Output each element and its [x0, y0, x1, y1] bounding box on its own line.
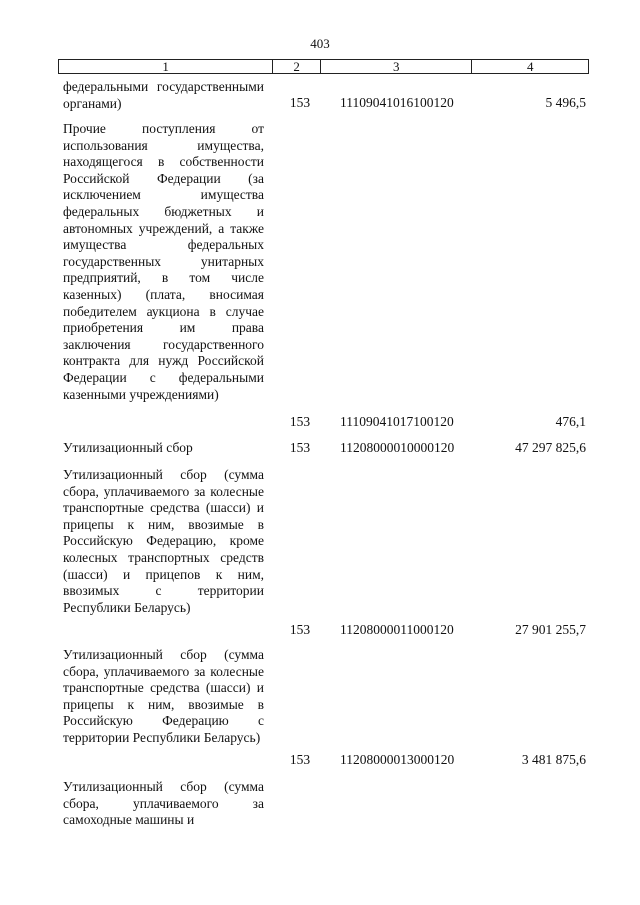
row-amount: 5 496,5	[545, 95, 586, 110]
header-col-4: 4	[526, 59, 534, 74]
row-name: Утилизационный сбор (сумма сбора, уплачиваемого за колесные транспортные средства (шасси) и прицепы к ним, ввозимые в Российскую Федерацию, кроме колесных транспортных средств (шасси) и прицепов к ним, ввозимых с территории Республики Беларусь)	[63, 467, 264, 615]
row-budget-code: 11208000013000120	[340, 752, 455, 767]
row-budget-code: 11208000010000120	[340, 440, 455, 455]
header-col-1: 1	[59, 60, 273, 73]
row-admin-code: 153	[289, 95, 311, 110]
row-admin-code: 153	[289, 440, 311, 455]
row-amount: 47 297 825,6	[515, 440, 586, 455]
header-col-3: 3	[321, 60, 472, 73]
row-budget-code: 11109041017100120	[340, 414, 454, 429]
page-number: 403	[310, 36, 330, 51]
header-col-2: 2	[273, 60, 321, 73]
row-amount: 476,1	[555, 414, 586, 429]
row-name: Прочие поступления от использования имущества, находящегося в собственности Российской Федерации (за исключением имущества федеральных бюджетных и автономных учреждений, а также имущества федеральных государственных унитарных предприятий, в том числе казенных) (плата, вносимая победителем аукциона в случае приобретения им права заключения государственного контракта для нужд Российской Федерации с федеральными казенными учреждениями)	[63, 121, 264, 402]
table-header	[58, 59, 589, 74]
row-admin-code: 153	[289, 622, 311, 637]
row-amount: 27 901 255,7	[515, 622, 586, 637]
row-name: Утилизационный сбор	[63, 440, 193, 455]
row-name: Утилизационный сбор (сумма сбора, уплачиваемого за колесные транспортные средства (шасси) и прицепы к ним, ввозимые в Российскую Федерацию с территории Республики Беларусь)	[63, 647, 264, 745]
row-budget-code: 11109041016100120	[340, 95, 454, 110]
row-amount: 3 481 875,6	[521, 752, 586, 767]
row-name: Утилизационный сбор (сумма сбора, уплачиваемого за самоходные машины и	[63, 779, 264, 828]
row-admin-code: 153	[289, 414, 311, 429]
row-admin-code: 153	[289, 752, 311, 767]
row-budget-code: 11208000011000120	[340, 622, 454, 637]
row-name: федеральными государственными органами)	[63, 79, 264, 111]
